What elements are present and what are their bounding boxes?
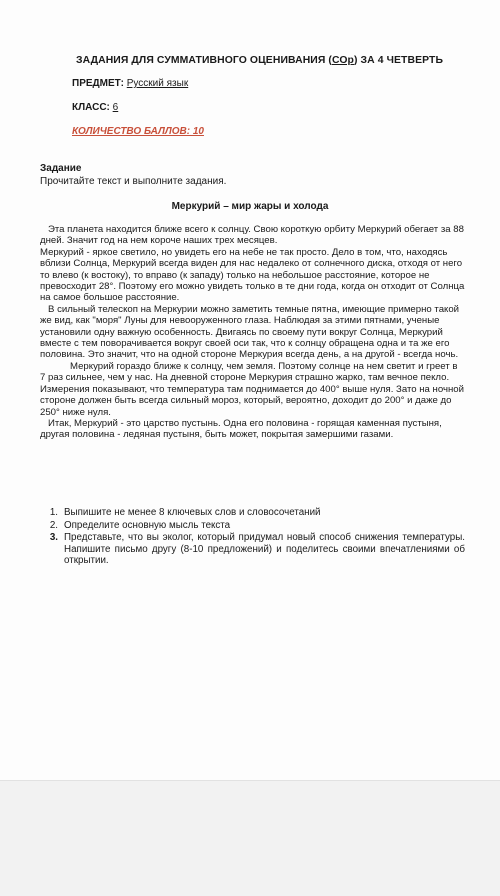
paragraph: Итак, Меркурий - это царство пустынь. Одна его половина - горящая каменная пустыня, другая половина - ледяная пустыня, быть может, покрытая замершими газами. [40, 417, 442, 441]
text-title: Меркурий – мир жары и холода [171, 201, 329, 212]
task-heading: Задание [40, 163, 82, 174]
question-text: Выпишите не менее 8 ключевых слов и словосочетаний [64, 507, 321, 518]
title-part-1: ЗАДАНИЯ ДЛЯ СУММАТИВНОГО ОЦЕНИВАНИЯ ( [76, 55, 332, 66]
class-line [72, 102, 118, 113]
question-text: Представьте, что вы эколог, который придумал новый способ снижения температуры. Напишите письмо другу (8-10 предложений) и поделитесь своими впечатлениями об открытии. [64, 532, 465, 567]
document-title [76, 55, 443, 66]
reading-text [40, 224, 465, 441]
class-label: КЛАСС: [72, 102, 110, 113]
task-instruction: Прочитайте текст и выполните задания. [40, 176, 227, 187]
paragraph: Меркурий - яркое светило, но увидеть его на небе не так просто. Дело в том, что, находясь вблизи Солнца, Меркурий всегда виден для нас недалеко от солнечного диска, отходя от него то влево (к востоку), то вправо (к западу) только на небольшое расстояние, которое не превосходит 28°. Поэтому его можно увидеть только в те дни года, когда он отходит от Солнца на самое большое расстояние. [40, 246, 465, 304]
class-value: 6 [112, 102, 119, 113]
question-item [40, 532, 465, 567]
paragraph: Меркурий гораздо ближе к солнцу, чем земля. Поэтому солнце на нем светит и греет в 7 раз сильнее, чем у нас. На дневной стороне Меркурия страшно жарко, там вечное пекло. Измерения показывают, что температура там поднимается до 400° выше нуля. Зато на ночной стороне должен быть всегда сильный мороз, который, вероятно, доходит до 200° и даже до 250° ниже нуля. [40, 360, 464, 418]
subject-value: Русский язык [126, 78, 189, 89]
paragraph: В сильный телескоп на Меркурии можно заметить темные пятна, имеющие примерно такой же вид, как "моря" Луны для невооруженного глаза. Наблюдая за этими пятнами, ученые установили одну важную особенность. Двигаясь по своему пути вокруг Солнца, Меркурий вместе с тем поворачивается вокруг своей оси так, что к солнцу обращена одна и та же его половина. Это значит, что на одной стороне Меркурия всегда день, а на другой - всегда ночь. [40, 303, 460, 361]
points-line: КОЛИЧЕСТВО БАЛЛОВ: 10 [72, 126, 204, 137]
title-part-2: ) ЗА 4 ЧЕТВЕРТЬ [353, 55, 444, 66]
question-list [40, 507, 465, 568]
question-number: 3. [49, 532, 58, 544]
page-bottom-margin [0, 780, 500, 896]
subject-label: ПРЕДМЕТ: [72, 78, 124, 89]
title-abbreviation: СОр [332, 55, 354, 66]
question-number: 2. [49, 519, 58, 531]
subject-line [72, 78, 188, 89]
question-item [40, 520, 465, 532]
paragraph: Эта планета находится ближе всего к солнцу. Свою короткую орбиту Меркурий обегает за 88 дней. Значит год на нем короче наших трех месяцев. [40, 224, 464, 247]
question-number: 1. [49, 507, 58, 518]
question-item [40, 507, 465, 519]
question-text: Определите основную мысль текста [64, 519, 231, 531]
